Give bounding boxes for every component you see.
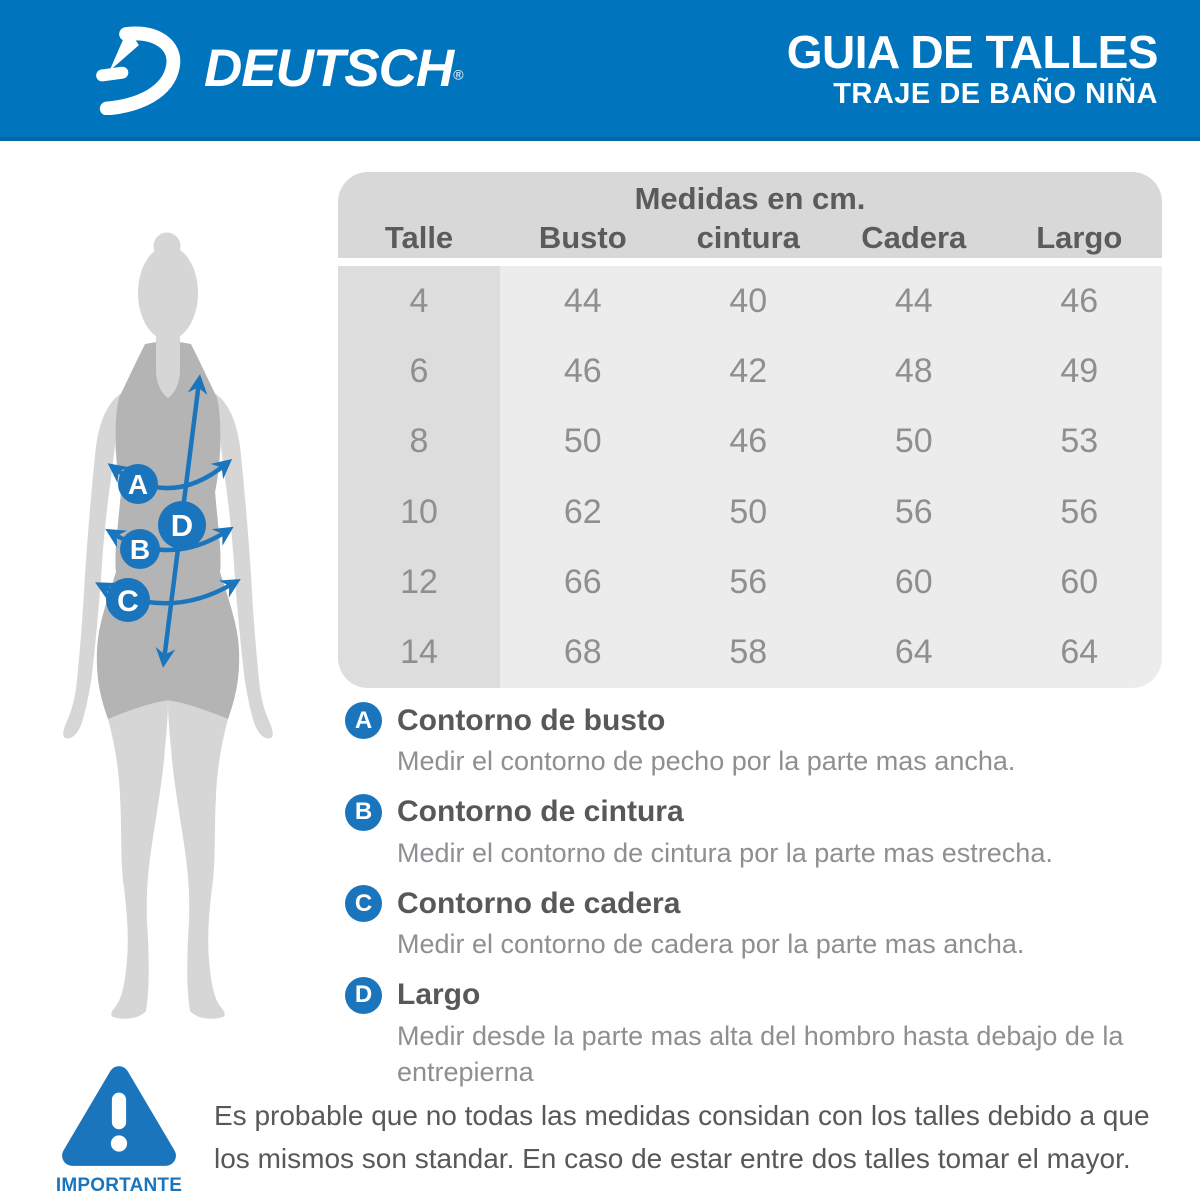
badge-d-letter: D [170,508,194,543]
cell-largo: 56 [1060,492,1099,531]
legend-badge-d: D [345,977,382,1014]
column-header-cintura: cintura [696,220,800,255]
legend-title-d: Largo [397,978,481,1012]
legend-title-c: Contorno de cadera [397,886,681,920]
cell-cadera: 50 [894,422,933,461]
cell-cadera: 56 [894,492,933,531]
legend-item-bust [345,702,1175,780]
cell-talle: 4 [409,281,429,320]
cell-talle: 8 [409,422,429,461]
cell-cintura: 56 [729,562,768,601]
legend-description-c: Medir el contorno de cadera por la parte mas ancha. [397,929,1025,960]
registered-mark: ® [453,66,464,83]
cell-talle: 14 [400,633,438,672]
legend-item-hip [345,885,1175,963]
legend-description-b: Medir el contorno de cintura por la parte mas estrecha. [397,837,1053,868]
table-row [338,477,1162,547]
size-table-body [338,266,1162,688]
cell-largo: 49 [1060,351,1099,390]
cell-largo: 53 [1060,422,1099,461]
legend-description-d: Medir desde la parte mas alta del hombro hasta debajo de la entrepierna [397,1020,1124,1087]
legend-badge-a: A [345,702,382,739]
badge-b-letter: B [129,534,151,565]
cell-cintura: 46 [729,422,768,461]
cell-cintura: 50 [729,492,768,531]
cell-cadera: 64 [894,633,933,672]
header-bar [0,0,1200,141]
deutsch-d-logo-icon [92,23,184,115]
page-title: GUIA DE TALLES [786,25,1158,78]
measurement-legend [345,702,1175,1104]
size-table-header [338,172,1162,258]
page-subtitle: TRAJE DE BAÑO NIÑA [833,78,1158,111]
cell-cintura: 42 [729,351,768,390]
cell-largo: 64 [1060,633,1099,672]
column-header-talle: Talle [384,220,454,255]
important-label: IMPORTANTE [55,1175,183,1196]
legend-badge-c: C [345,885,382,922]
cell-busto: 44 [563,281,602,320]
brand-name: DEUTSCH [204,39,454,98]
column-header-busto: Busto [538,220,627,255]
size-table [338,172,1162,688]
cell-largo: 60 [1060,562,1099,601]
cell-busto: 46 [563,351,602,390]
table-row [338,547,1162,617]
legend-item-waist [345,794,1175,872]
cell-busto: 62 [563,492,602,531]
table-row [338,266,1162,336]
legend-title-b: Contorno de cintura [397,795,684,829]
badge-a-letter: A [127,469,149,500]
important-note-text: Es probable que no todas las medidas considan con los talles debido a que los mismos son standar. En caso de estar entre dos talles tomar el mayor. [214,1100,1150,1175]
cell-busto: 66 [563,562,602,601]
brand-logo [92,23,464,115]
cell-cadera: 48 [894,351,933,390]
cell-talle: 6 [409,351,429,390]
cell-largo: 46 [1060,281,1099,320]
cell-cadera: 60 [894,562,933,601]
size-table-title: Medidas en cm. [634,181,866,216]
legend-description-a: Medir el contorno de pecho por la parte mas ancha. [397,746,1016,776]
column-header-largo: Largo [1036,220,1123,255]
cell-talle: 10 [400,492,438,531]
cell-cintura: 40 [729,281,768,320]
cell-cintura: 58 [729,633,768,672]
body-silhouette-figure [30,222,330,1042]
badge-c-letter: C [117,585,139,618]
column-header-cadera: Cadera [861,220,967,255]
table-row [338,336,1162,406]
table-row [338,407,1162,477]
legend-badge-b: B [345,794,382,831]
table-row [338,617,1162,687]
important-block [55,1062,183,1197]
cell-busto: 50 [563,422,602,461]
cell-talle: 12 [400,562,438,601]
legend-title-a: Contorno de busto [397,703,666,737]
cell-cadera: 44 [894,281,933,320]
legend-item-length [345,977,1175,1090]
cell-busto: 68 [563,633,602,672]
warning-triangle-icon [58,1062,180,1168]
